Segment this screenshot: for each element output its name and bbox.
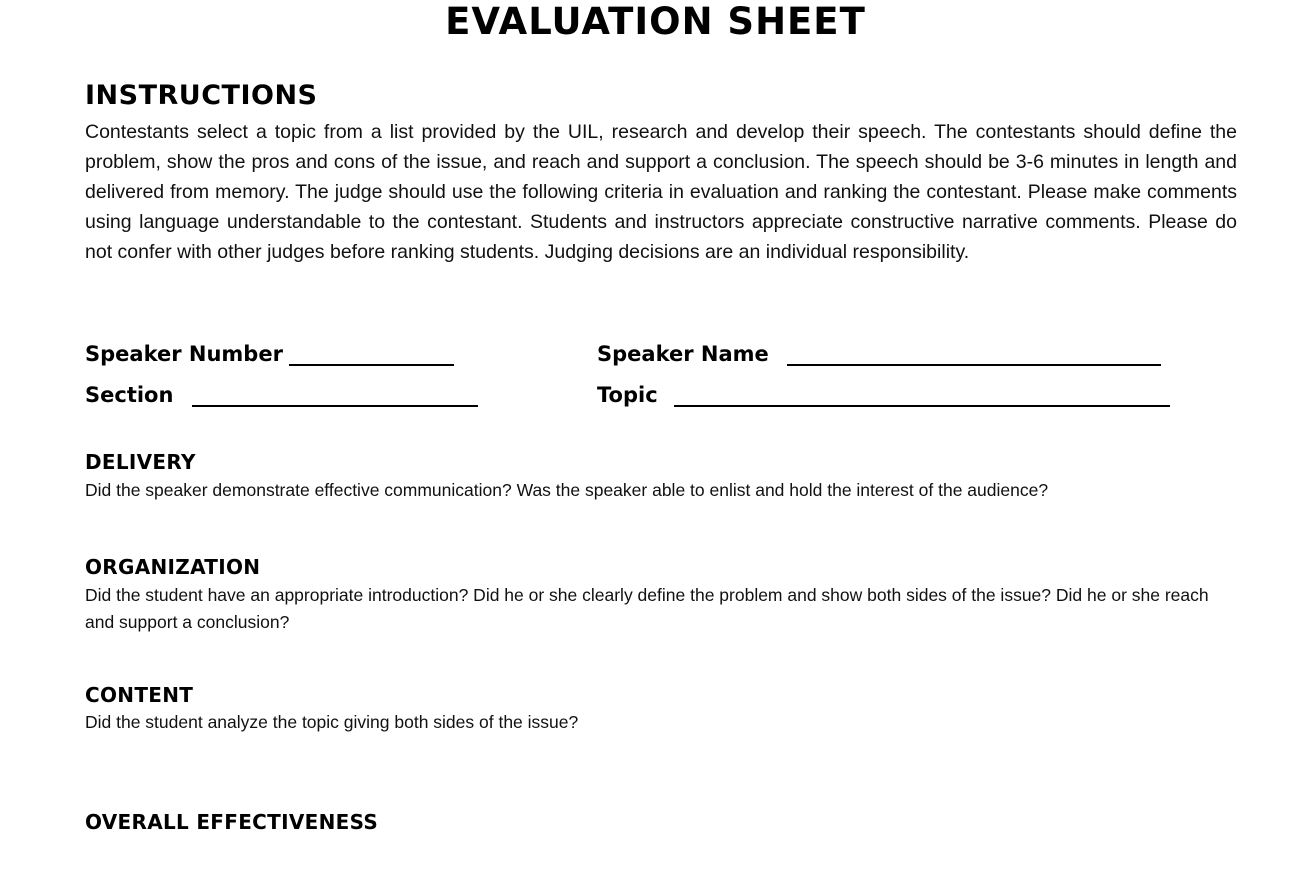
section-line[interactable] [192,383,478,407]
organization-text: Did the student have an appropriate introduction? Did he or she clearly define the problem and show both sides of the issue? Did he or she reach and support a conclusion? [85,585,1209,632]
speaker-name-label: Speaker Name [597,342,769,366]
delivery-text: Did the speaker demonstrate effective communication? Was the speaker able to enlist and hold the interest of the audience? [85,480,1049,500]
speaker-name-line[interactable] [787,342,1161,366]
instructions-heading: INSTRUCTIONS [85,80,318,111]
topic-line[interactable] [674,383,1170,407]
instructions-text: Contestants select a topic from a list provided by the UIL, research and develop their speech. The contestants should define the problem, show the pros and cons of the issue, and reach and support a conclusion. The speech should be 3-6 minutes in length and delivered from memory. The judge should use the following criteria in evaluation and ranking the contestant. Please make comments using language understandable to the contestant. Students and instructors appreciate constructive narrative comments. Please do not confer with other judges before ranking students. Judging decisions are an individual responsibility. [85,121,1237,263]
speaker-number-label: Speaker Number [85,342,283,366]
section-field[interactable] [85,377,478,407]
speaker-number-line[interactable] [289,342,454,366]
speaker-name-field[interactable] [597,336,1161,366]
delivery-heading: DELIVERY [85,450,196,474]
topic-label: Topic [597,383,658,407]
overall-effectiveness-heading: OVERALL EFFECTIVENESS [85,810,379,834]
section-label: Section [85,383,174,407]
content-heading: CONTENT [85,683,194,707]
page-title: EVALUATION SHEET [445,0,866,43]
topic-field[interactable] [597,377,1170,407]
speaker-number-field[interactable] [85,336,454,366]
organization-heading: ORGANIZATION [85,555,261,579]
content-text: Did the student analyze the topic giving both sides of the issue? [85,712,579,732]
